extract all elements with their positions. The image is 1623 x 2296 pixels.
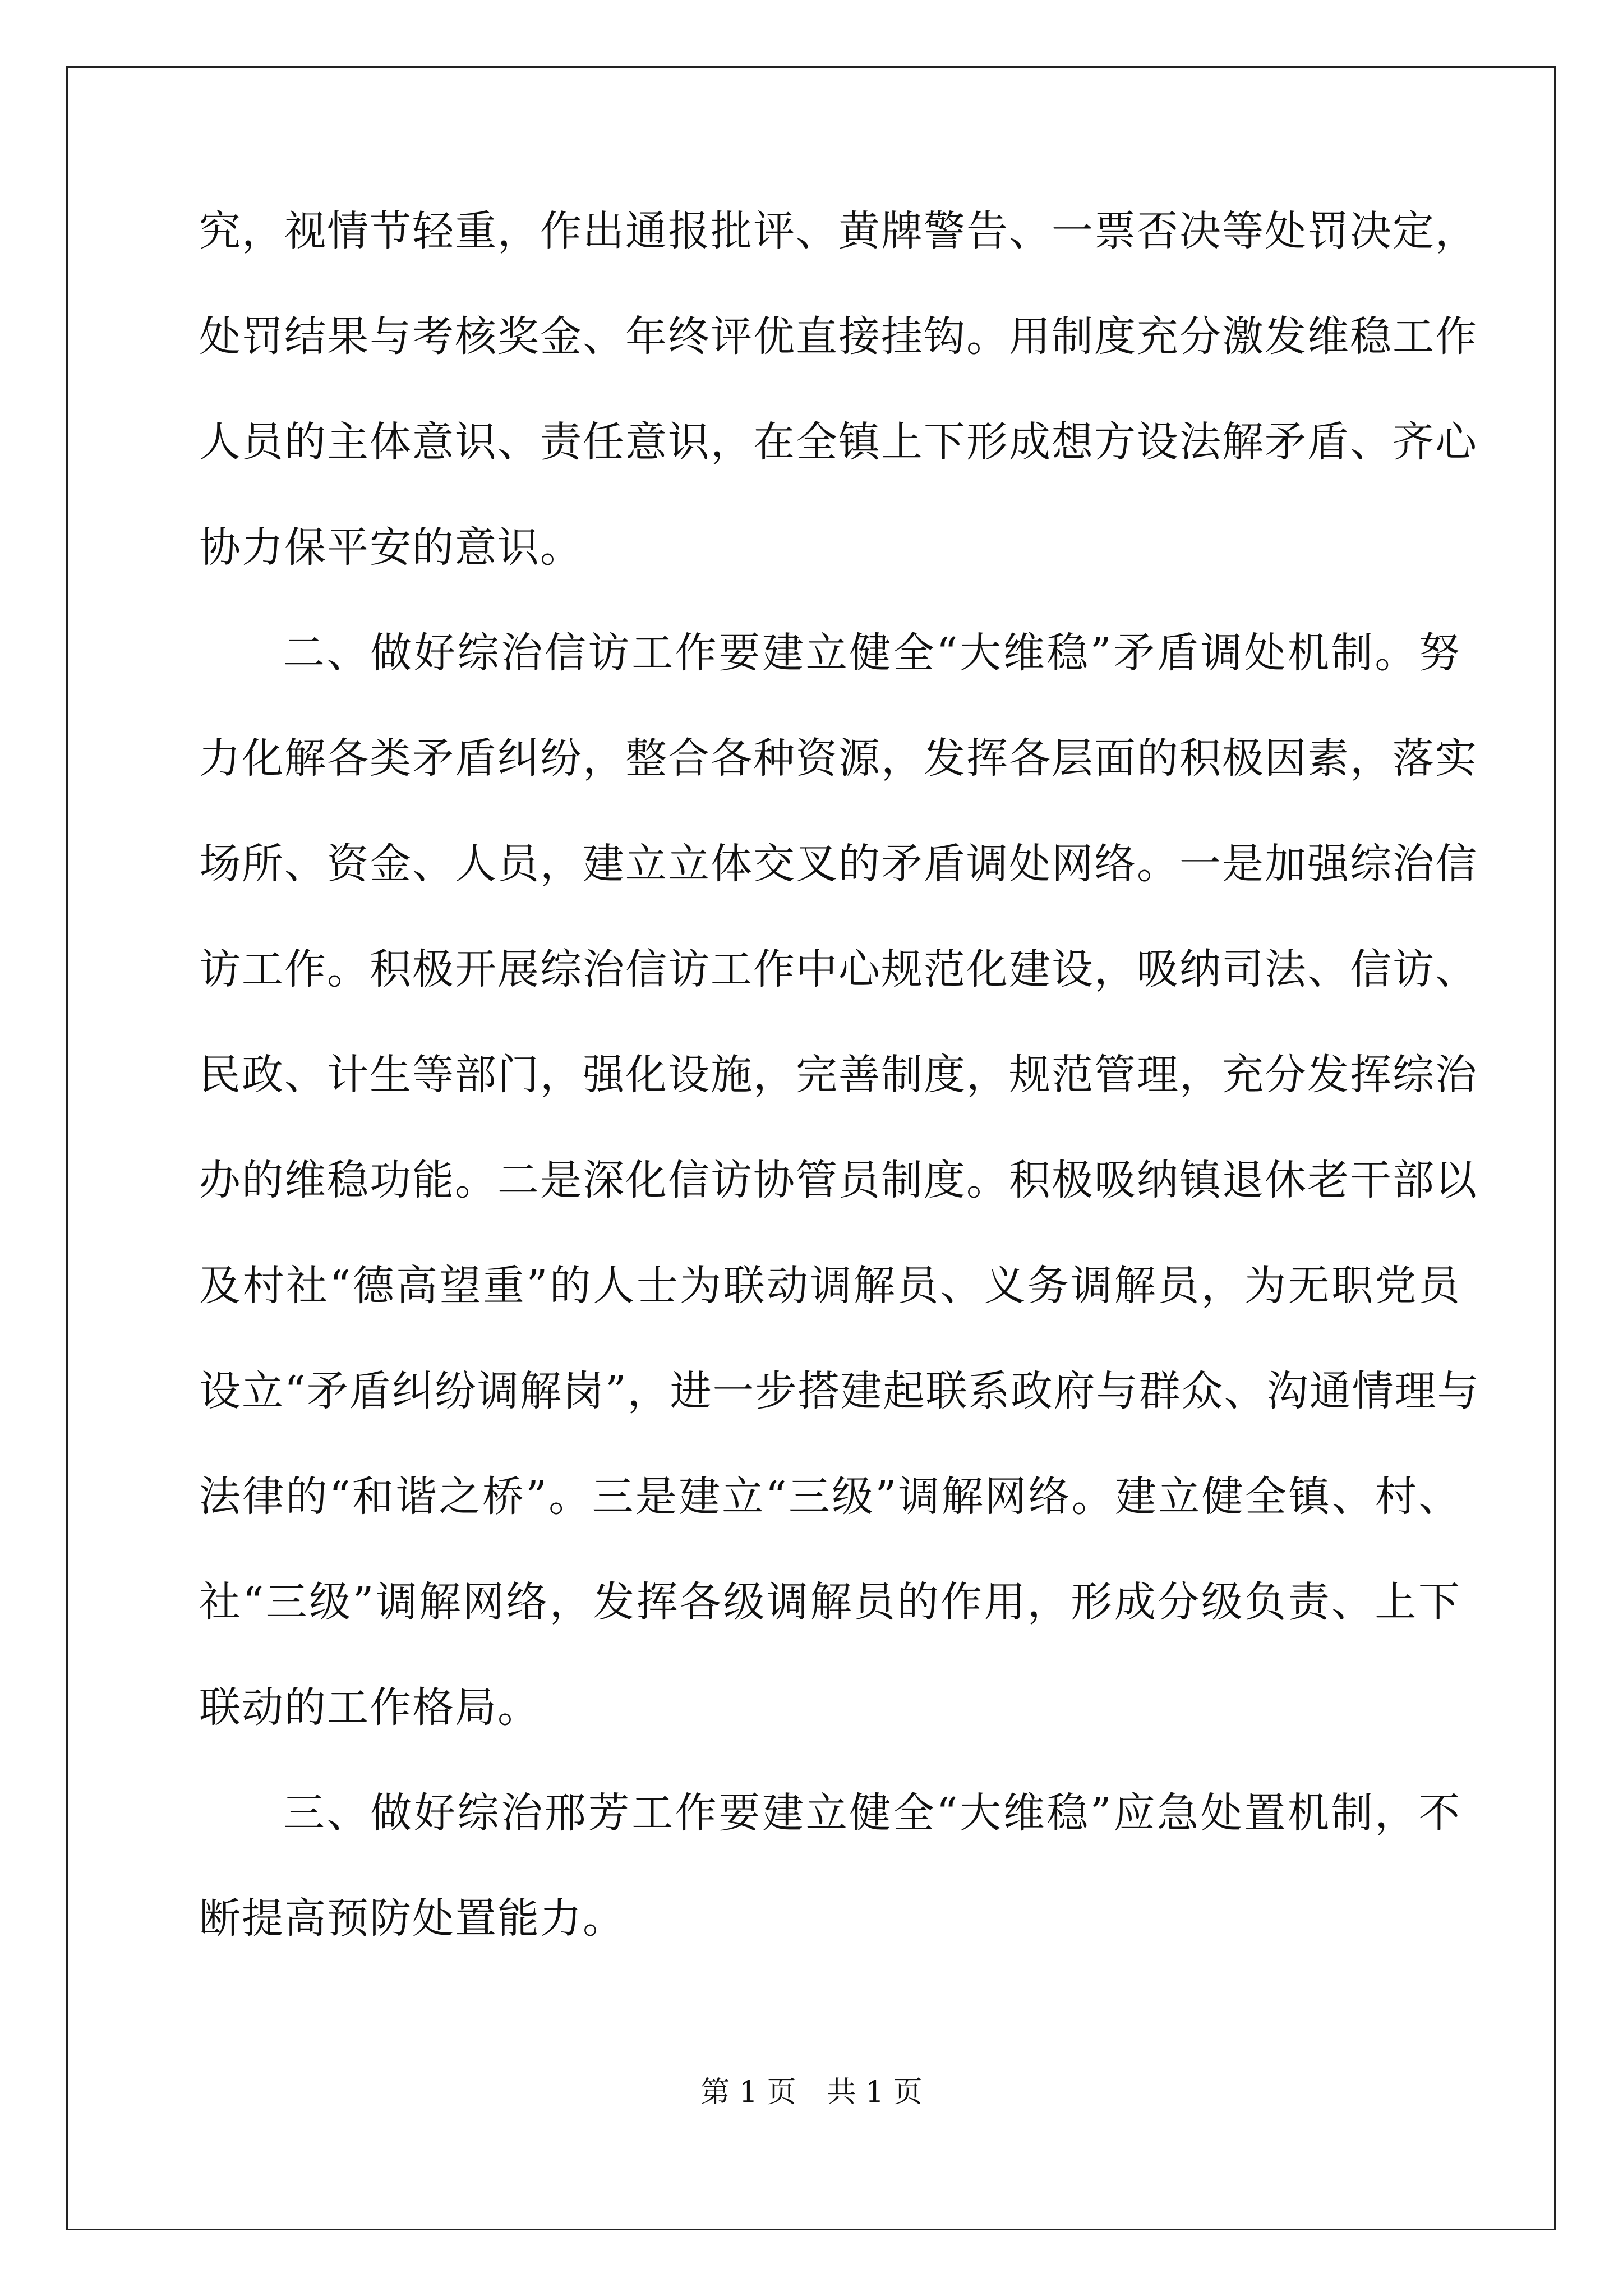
text-line: 断提高预防处置能力。	[199, 1894, 625, 1943]
text-line: 人员的主体意识、责任意识，在全镇上下形成想方设法解矛盾、齐心	[199, 418, 1478, 466]
text-line: 社“三级”调解网络，发挥各级调解员的作用，形成分级负责、上下	[199, 1578, 1461, 1626]
text-line: 二、做好综治信访工作要建立健全“大维稳”矛盾调处机制。努	[283, 629, 1461, 677]
text-line: 法律的“和谐之桥”。三是建立“三级”调解网络。建立健全镇、村、	[199, 1473, 1461, 1521]
page-number: 第 1 页	[700, 2076, 796, 2109]
text-line: 处罚结果与考核奖金、年终评优直接挂钩。用制度充分激发维稳工作	[199, 312, 1478, 361]
text-line: 及村社“德高望重”的人士为联动调解员、义务调解员，为无职党员	[199, 1262, 1461, 1310]
text-line: 场所、资金、人员，建立立体交叉的矛盾调处网络。一是加强综治信	[199, 840, 1478, 888]
text-line: 设立“矛盾纠纷调解岗”，进一步搭建起联系政府与群众、沟通情理与	[199, 1367, 1480, 1415]
document-body	[199, 178, 1480, 1971]
paragraph-1	[199, 178, 1478, 600]
text-line: 协力保平安的意识。	[199, 523, 583, 572]
paragraph-2	[199, 600, 1480, 1760]
text-line: 民政、计生等部门，强化设施，完善制度，规范管理，充分发挥综治	[199, 1051, 1478, 1099]
text-line: 力化解各类矛盾纠纷，整合各种资源，发挥各层面的积极因素，落实	[199, 734, 1478, 783]
text-line: 办的维稳功能。二是深化信访协管员制度。积极吸纳镇退休老干部以	[199, 1156, 1478, 1204]
paragraph-3	[199, 1760, 1461, 1971]
text-line: 联动的工作格局。	[199, 1683, 540, 1732]
text-line: 究，视情节轻重，作出通报批评、黄牌警告、一票否决等处罚决定，	[199, 207, 1478, 255]
text-line: 三、做好综治邢芳工作要建立健全“大维稳”应急处置机制，不	[283, 1789, 1461, 1837]
text-line: 访工作。积极开展综治信访工作中心规范化建设，吸纳司法、信访、	[199, 945, 1478, 993]
page-footer	[0, 2076, 1623, 2109]
page-total: 共 1 页	[827, 2076, 923, 2109]
